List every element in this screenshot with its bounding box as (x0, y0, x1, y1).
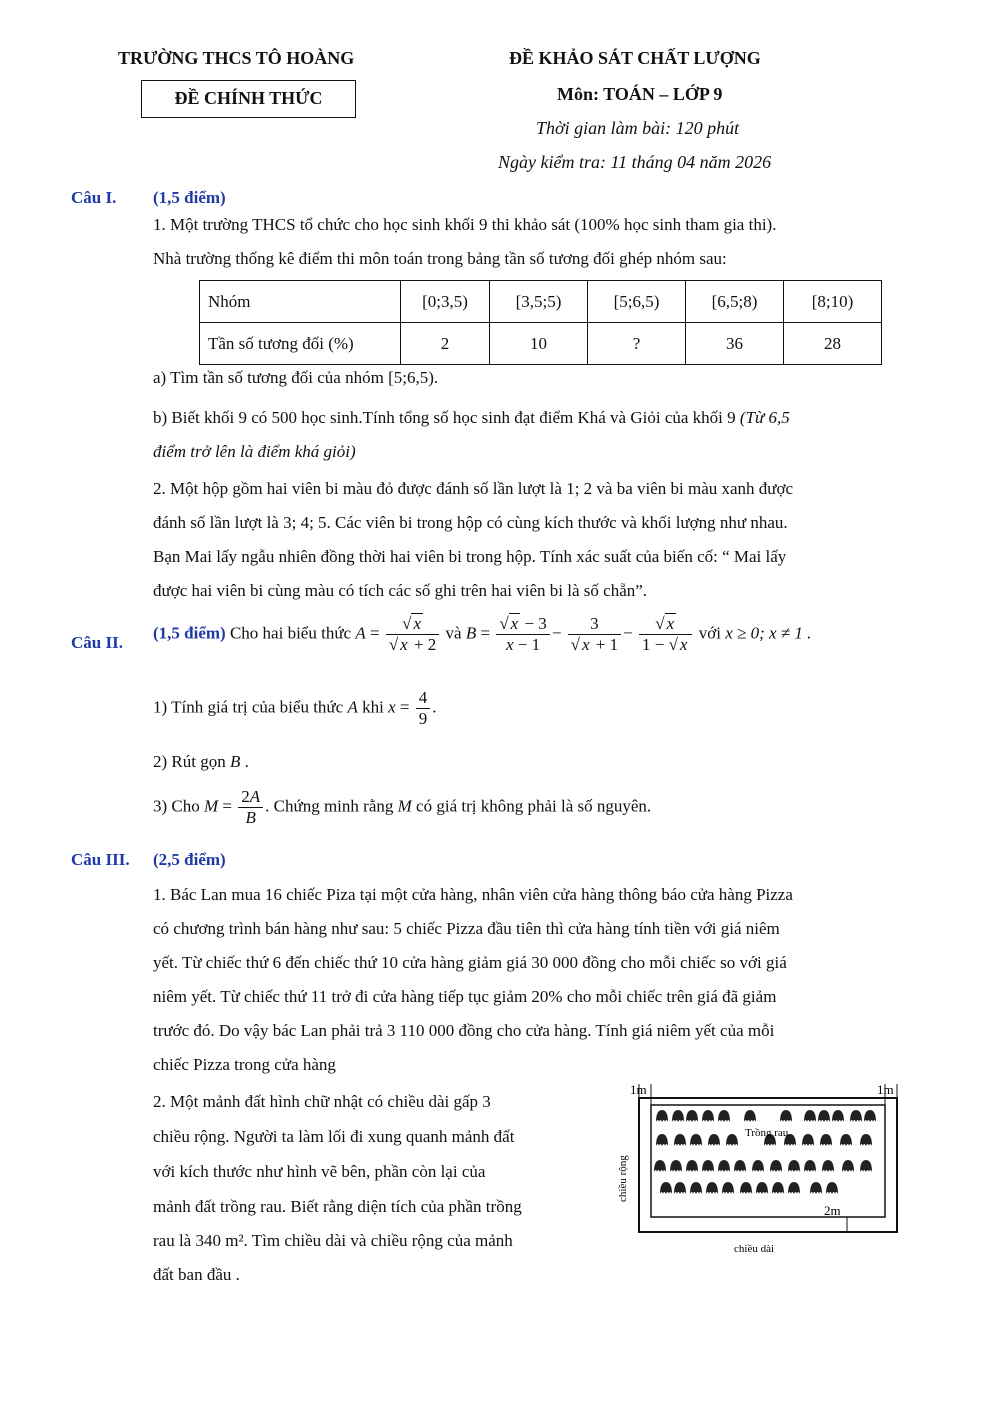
q3-p2-line4: mảnh đất trồng rau. Biết rằng diện tích của phần trồng (153, 1197, 522, 1216)
vegetable-icon (674, 1134, 686, 1146)
q3-p1-line1: 1. Bác Lan mua 16 chiếc Piza tại một cửa hàng, nhân viên cửa hàng thông báo cửa hàng Pizza (153, 885, 793, 904)
vegetable-icon (822, 1160, 834, 1172)
table-cell-value-4: 36 (686, 323, 784, 365)
q1-b-note-1: (Từ 6,5 (739, 408, 790, 427)
vegetable-icon (656, 1110, 668, 1122)
q3-p2-line5: rau là 340 m². Tìm chiều dài và chiều rộng của mảnh (153, 1231, 513, 1250)
exam-date: Ngày kiểm tra: 11 tháng 04 năm 2026 (498, 152, 772, 172)
vegetable-icon (840, 1134, 852, 1146)
school-name: TRƯỜNG THCS TÔ HOÀNG (118, 48, 355, 68)
vegetable-icon (788, 1160, 800, 1172)
table-cell-group-4: [6,5;8) (686, 281, 784, 323)
q3-points: (2,5 điểm) (153, 850, 226, 869)
q3-p2-line1: 2. Một mảnh đất hình chữ nhật có chiều dài gấp 3 (153, 1092, 491, 1111)
vegetable-icon (772, 1182, 784, 1194)
vegetable-icon (708, 1134, 720, 1146)
q3-label: Câu III. (71, 850, 130, 869)
vegetable-icon (718, 1110, 730, 1122)
expr-b-term1: $\frac{√ x - 3}{x - 1}$ (496, 614, 549, 655)
official-label: ĐỀ CHÍNH THỨC (174, 88, 323, 108)
vegetable-icon (820, 1134, 832, 1146)
table-row-groups (200, 281, 882, 323)
q2-s1-text: 1) Tính giá trị của biểu thức (153, 697, 344, 717)
vegetable-icon (660, 1182, 672, 1194)
label-1m-left: 1m (630, 1082, 647, 1097)
table-cell-group-2: [3,5;5) (490, 281, 588, 323)
q3-p1-line2: có chương trình bán hàng như sau: 5 chiếc Pizza đầu tiên thì cửa hàng tính tiền với giá niêm (153, 919, 780, 938)
table-cell-group-3: [5;6,5) (588, 281, 686, 323)
vegetable-icon (744, 1110, 756, 1122)
q2-s1: 1) Tính giá trị của biểu thức A khi x = $\frac{4}{9}$ . (153, 688, 437, 728)
vegetable-icon (702, 1110, 714, 1122)
vegetable-icon (670, 1160, 682, 1172)
table-header-freq: Tần số tương đối (%) (200, 323, 401, 365)
q2-intro: (1,5 điểm) Cho hai biểu thức A = $\frac{√ x}{√ x + 2}$ và B = $\frac{√ x - 3}{x - 1}$ − $\frac{3}{√ x + 1}$ − $\frac{√ x}{1 - √ x}$ với x ≥ 0; x ≠ 1 . (153, 614, 812, 654)
vegetable-icon (702, 1160, 714, 1172)
table-cell-value-5: 28 (784, 323, 882, 365)
q2-s3-prove: . Chứng minh rằng (265, 796, 394, 816)
label-2m: 2m (824, 1203, 841, 1218)
q2-s2: 2) Rút gọn B . (153, 752, 249, 771)
vegetable-icon (752, 1160, 764, 1172)
q1-p2-line3: Bạn Mai lấy ngẫu nhiên đồng thời hai viên bi trong hộp. Tính xác suất của biến cố: “ Mai lấy (153, 547, 787, 566)
q3-p2-line3: với kích thước như hình vẽ bên, phần còn lại của (153, 1162, 486, 1181)
q3-p2-line6: đất ban đầu . (153, 1265, 240, 1284)
expr-b-term2: $\frac{3}{√ x + 1}$ (568, 614, 621, 655)
table-cell-group-5: [8;10) (784, 281, 882, 323)
q1-p2-line4: được hai viên bi cùng màu có tích các số ghi trên hai viên bi là số chẵn”. (153, 581, 648, 600)
vegetable-icon (740, 1182, 752, 1194)
table-cell-value-3: ? (588, 323, 686, 365)
table-row-values (200, 323, 882, 365)
vegetable-icon (802, 1134, 814, 1146)
vegetable-icon (804, 1160, 816, 1172)
q1-p1-line1: 1. Một trường THCS tổ chức cho học sinh khối 9 thi khảo sát (100% học sinh tham gia thi). (153, 215, 777, 234)
q1-label: Câu I. (71, 188, 117, 207)
q3-p1-line6: chiếc Pizza trong cửa hàng (153, 1055, 336, 1074)
label-vegetable-area: Trồng rau (745, 1127, 789, 1139)
vegetable-icon (804, 1110, 816, 1122)
q1-b-note-2: điểm trở lên là điểm khá giỏi) (153, 442, 356, 461)
q1-b-line1 (153, 401, 923, 435)
vegetable-icon (756, 1182, 768, 1194)
q1-points: (1,5 điểm) (153, 188, 226, 207)
vegetable-icon (734, 1160, 746, 1172)
vegetable-icon (686, 1160, 698, 1172)
vegetable-icon (686, 1110, 698, 1122)
garden-figure (610, 1078, 910, 1258)
q2-and: và (445, 623, 462, 643)
table-cell-group-1: [0;3,5) (401, 281, 490, 323)
expr-b-term3: $\frac{√ x}{1 - √ x}$ (639, 614, 692, 655)
vegetable-icon (860, 1134, 872, 1146)
table-cell-value-1: 2 (401, 323, 490, 365)
q1-p2-line1: 2. Một hộp gồm hai viên bi màu đỏ được đánh số lần lượt là 1; 2 và ba viên bi màu xanh được (153, 479, 794, 498)
q3-p1-line4: niêm yết. Từ chiếc thứ 11 trở đi cửa hàng tiếp tục giảm 20% cho mỗi chiếc trên giá đã giảm (153, 987, 777, 1006)
vegetable-icon (690, 1182, 702, 1194)
q2-s1-when: khi (362, 697, 384, 717)
vegetable-icon (818, 1110, 830, 1122)
vegetable-icon (860, 1160, 872, 1172)
q2-condition: x ≥ 0; x ≠ 1 . (725, 623, 812, 643)
q2-points: (1,5 điểm) (153, 623, 226, 643)
exam-title: ĐỀ KHẢO SÁT CHẤT LƯỢNG (509, 48, 761, 68)
vegetable-icon (842, 1160, 854, 1172)
vegetable-icon (706, 1182, 718, 1194)
table-cell-value-2: 10 (490, 323, 588, 365)
vegetable-icon (654, 1160, 666, 1172)
vegetable-icon (770, 1160, 782, 1172)
q3-p2-line2: chiều rộng. Người ta làm lối đi xung quanh mảnh đất (153, 1127, 515, 1146)
q2-intro-text: Cho hai biểu thức (229, 623, 352, 643)
q3-p1-line3: yết. Từ chiếc thứ 6 đến chiếc thứ 10 cửa hàng giảm giá 30 000 đồng cho mỗi chiếc so với giá (153, 953, 787, 972)
q2-label: Câu II. (71, 633, 123, 652)
q2-s3: 3) Cho M = $\frac{2A}{B}$ . Chứng minh rằng M có giá trị không phải là số nguyên. (153, 787, 652, 827)
vegetable-icon (810, 1182, 822, 1194)
label-1m-right: 1m (877, 1082, 894, 1097)
vegetable-icon (690, 1134, 702, 1146)
m-frac: $\frac{2A}{B}$ (238, 787, 263, 828)
q2-with: với (698, 623, 721, 643)
vegetable-icon (850, 1110, 862, 1122)
vegetable-icon (672, 1110, 684, 1122)
vegetable-icon (718, 1160, 730, 1172)
vegetable-icon (826, 1182, 838, 1194)
q1-b-text: b) Biết khối 9 có 500 học sinh.Tính tổng số học sinh đạt điểm Khá và Giỏi của khối 9 (153, 408, 736, 427)
official-box (141, 80, 356, 118)
q2-s3-text: 3) Cho (153, 796, 200, 816)
vegetable-icon (832, 1110, 844, 1122)
vegetable-icon (788, 1182, 800, 1194)
q1-p2-line2: đánh số lần lượt là 3; 4; 5. Các viên bi trong hộp có cùng kích thước và khối lượng như nhau. (153, 513, 788, 532)
q2-s2-text: 2) Rút gọn (153, 752, 226, 771)
vegetable-icon (864, 1110, 876, 1122)
label-width: chiều rộng (617, 1155, 629, 1202)
x-value-frac: $\frac{4}{9}$ (416, 688, 431, 729)
exam-duration: Thời gian làm bài: 120 phút (536, 118, 740, 138)
q1-a-group: [5;6,5) (388, 368, 434, 387)
vegetable-icons (654, 1110, 876, 1194)
vegetable-icon (722, 1182, 734, 1194)
vegetable-icon (726, 1134, 738, 1146)
vegetable-icon (656, 1134, 668, 1146)
table-header-group: Nhóm (200, 281, 401, 323)
q2-s3-end: có giá trị không phải là số nguyên. (416, 796, 652, 816)
q1-a-text: a) Tìm tần số tương đối của nhóm (153, 368, 384, 387)
label-length: chiều dài (734, 1243, 775, 1255)
q3-p1-line5: trước đó. Do vậy bác Lan phải trả 3 110 000 đồng cho cửa hàng. Tính giá niêm yết của mỗi (153, 1021, 775, 1040)
exam-subject: Môn: TOÁN – LỚP 9 (557, 84, 723, 104)
vegetable-icon (674, 1182, 686, 1194)
q1-a: a) Tìm tần số tương đối của nhóm [5;6,5). (153, 368, 439, 387)
q1-p1-line2: Nhà trường thống kê điểm thi môn toán trong bảng tần số tương đối ghép nhóm sau: (153, 249, 727, 268)
vegetable-icon (780, 1110, 792, 1122)
expr-a: $\frac{√ x}{√ x + 2}$ (386, 614, 439, 655)
frequency-table (199, 280, 882, 365)
